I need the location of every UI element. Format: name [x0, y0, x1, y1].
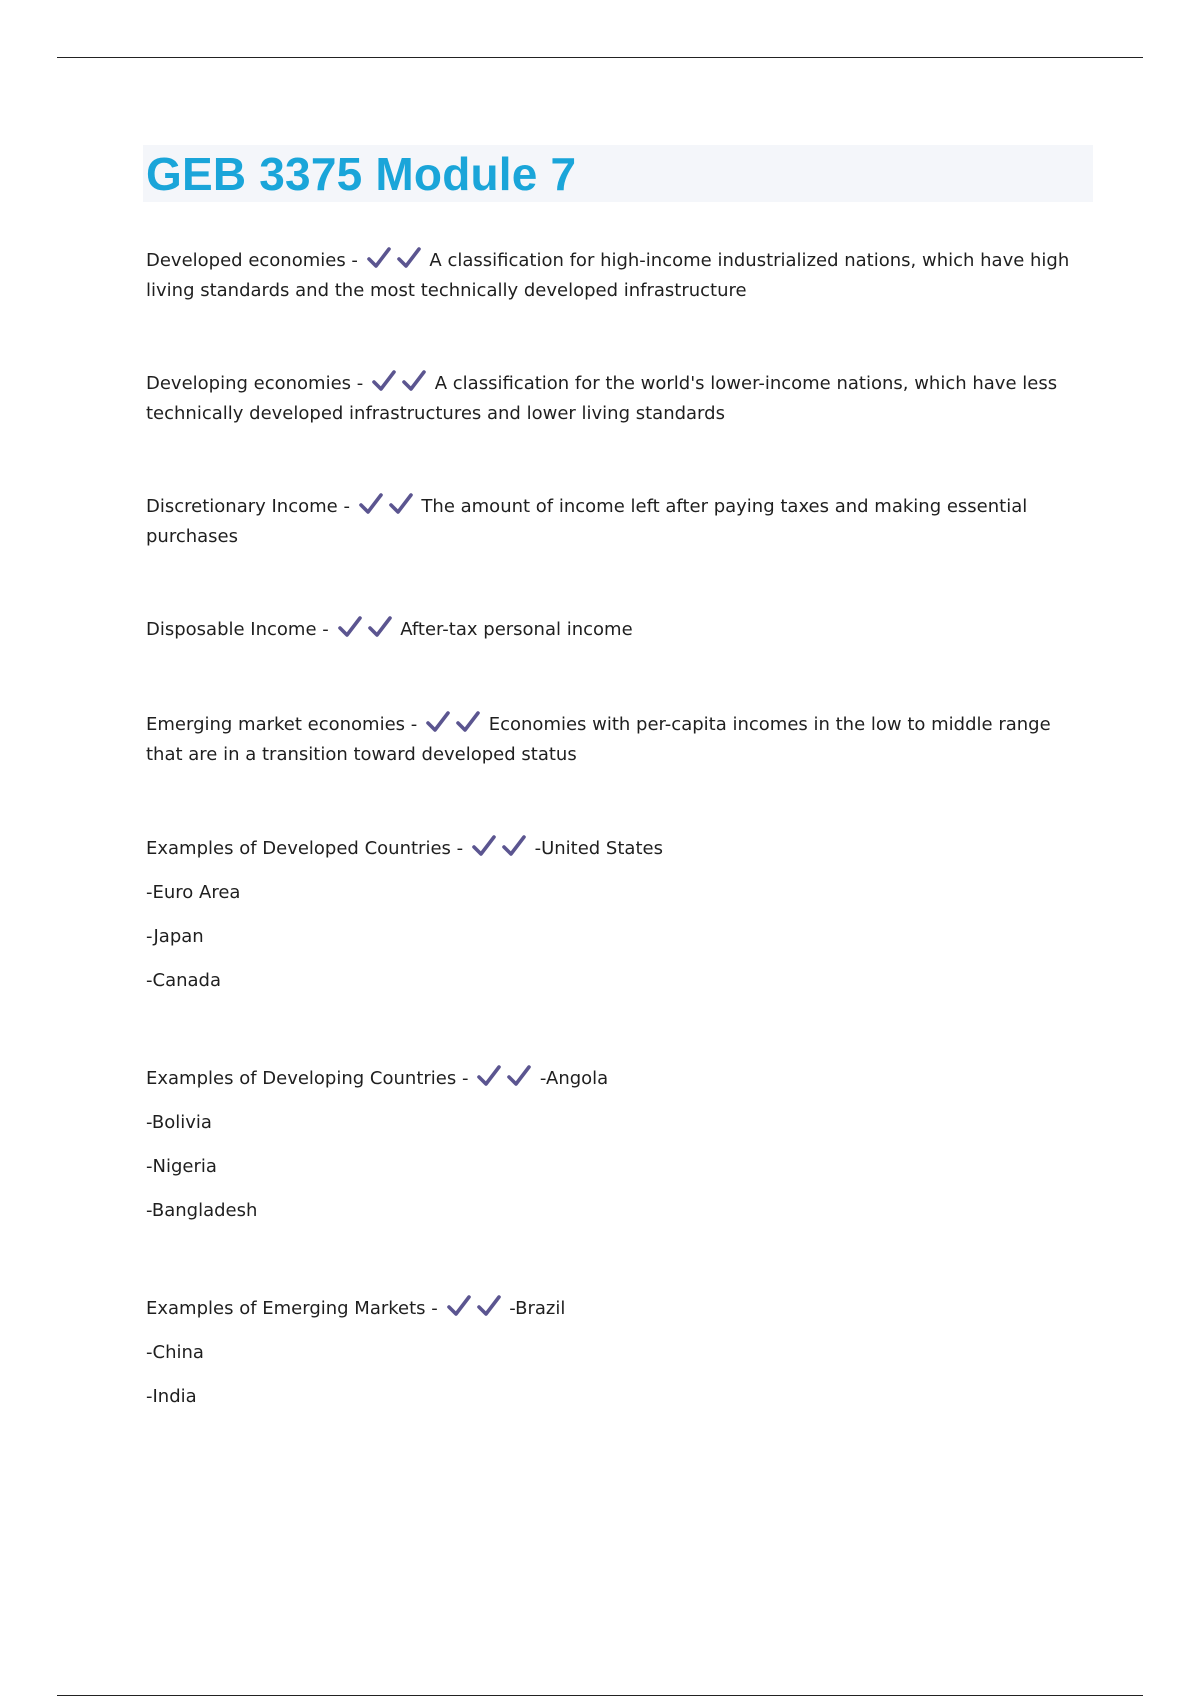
checkmark-icon: [359, 493, 383, 515]
entry-definition: Economies with per-capita incomes in the low to middle range that are in a transition toward developed status: [146, 714, 1051, 765]
flashcard-entry: [146, 369, 1091, 429]
list-item: -India: [146, 1386, 197, 1407]
entry-term: Examples of Developed Countries -: [146, 838, 464, 859]
checkmark-icon: [456, 711, 480, 733]
entry-definition: -United States: [534, 838, 663, 859]
checkmark-icon: [389, 493, 413, 515]
entry-text: [146, 369, 1091, 429]
checkmark-icon: [507, 1065, 531, 1087]
entry-text: [146, 834, 1091, 864]
checkmark-icon: [368, 616, 392, 638]
entry-term: Disposable Income -: [146, 619, 329, 640]
list-item: -Bolivia: [146, 1112, 212, 1133]
checkmark-icon: [397, 247, 421, 269]
checkmark-icon: [472, 835, 496, 857]
entry-definition: A classification for the world's lower-income nations, which have less technically developed infrastructures and lower living standards: [146, 373, 1058, 424]
document-title: GEB 3375 Module 7: [146, 148, 577, 200]
entry-definition: A classification for high-income industrialized nations, which have high living standards and the most technically developed infrastructure: [146, 250, 1070, 301]
checkmark-icon: [338, 616, 362, 638]
list-item: -Canada: [146, 970, 221, 991]
entry-text: [146, 492, 1091, 552]
checkmark-icon: [426, 711, 450, 733]
checkmark-icon: [477, 1295, 501, 1317]
entry-term: Examples of Developing Countries -: [146, 1068, 469, 1089]
checkmark-icon: [447, 1295, 471, 1317]
entry-term: Developing economies -: [146, 373, 364, 394]
flashcard-entry: [146, 246, 1091, 306]
entry-term: Developed economies -: [146, 250, 358, 271]
checkmark-icon: [477, 1065, 501, 1087]
list-item: -Nigeria: [146, 1156, 217, 1177]
checkmark-icon: [502, 835, 526, 857]
entry-term: Examples of Emerging Markets -: [146, 1298, 438, 1319]
header-rule: [57, 57, 1143, 58]
flashcard-entry: [146, 710, 1091, 770]
checkmark-icon: [367, 247, 391, 269]
entry-text: [146, 1064, 1091, 1094]
flashcard-entry: [146, 492, 1091, 552]
checkmark-icon: [402, 370, 426, 392]
entry-definition: -Angola: [539, 1068, 609, 1089]
flashcard-entry: [146, 1294, 1091, 1412]
entry-term: Emerging market economies -: [146, 714, 418, 735]
entry-text: [146, 246, 1091, 306]
list-item: -China: [146, 1342, 204, 1363]
flashcard-entry: [146, 1064, 1091, 1226]
entry-term: Discretionary Income -: [146, 496, 350, 517]
entry-text: [146, 1294, 1091, 1324]
entry-text: [146, 615, 1091, 645]
entry-text: [146, 710, 1091, 770]
checkmark-icon: [372, 370, 396, 392]
entry-definition: -Brazil: [509, 1298, 566, 1319]
flashcard-entry: [146, 834, 1091, 996]
footer-rule: [57, 1695, 1143, 1696]
list-item: -Bangladesh: [146, 1200, 258, 1221]
list-item: -Japan: [146, 926, 204, 947]
entry-definition: After-tax personal income: [400, 619, 633, 640]
list-item: -Euro Area: [146, 882, 241, 903]
flashcard-entry: [146, 615, 1091, 645]
entry-definition: The amount of income left after paying taxes and making essential purchases: [146, 496, 1028, 547]
